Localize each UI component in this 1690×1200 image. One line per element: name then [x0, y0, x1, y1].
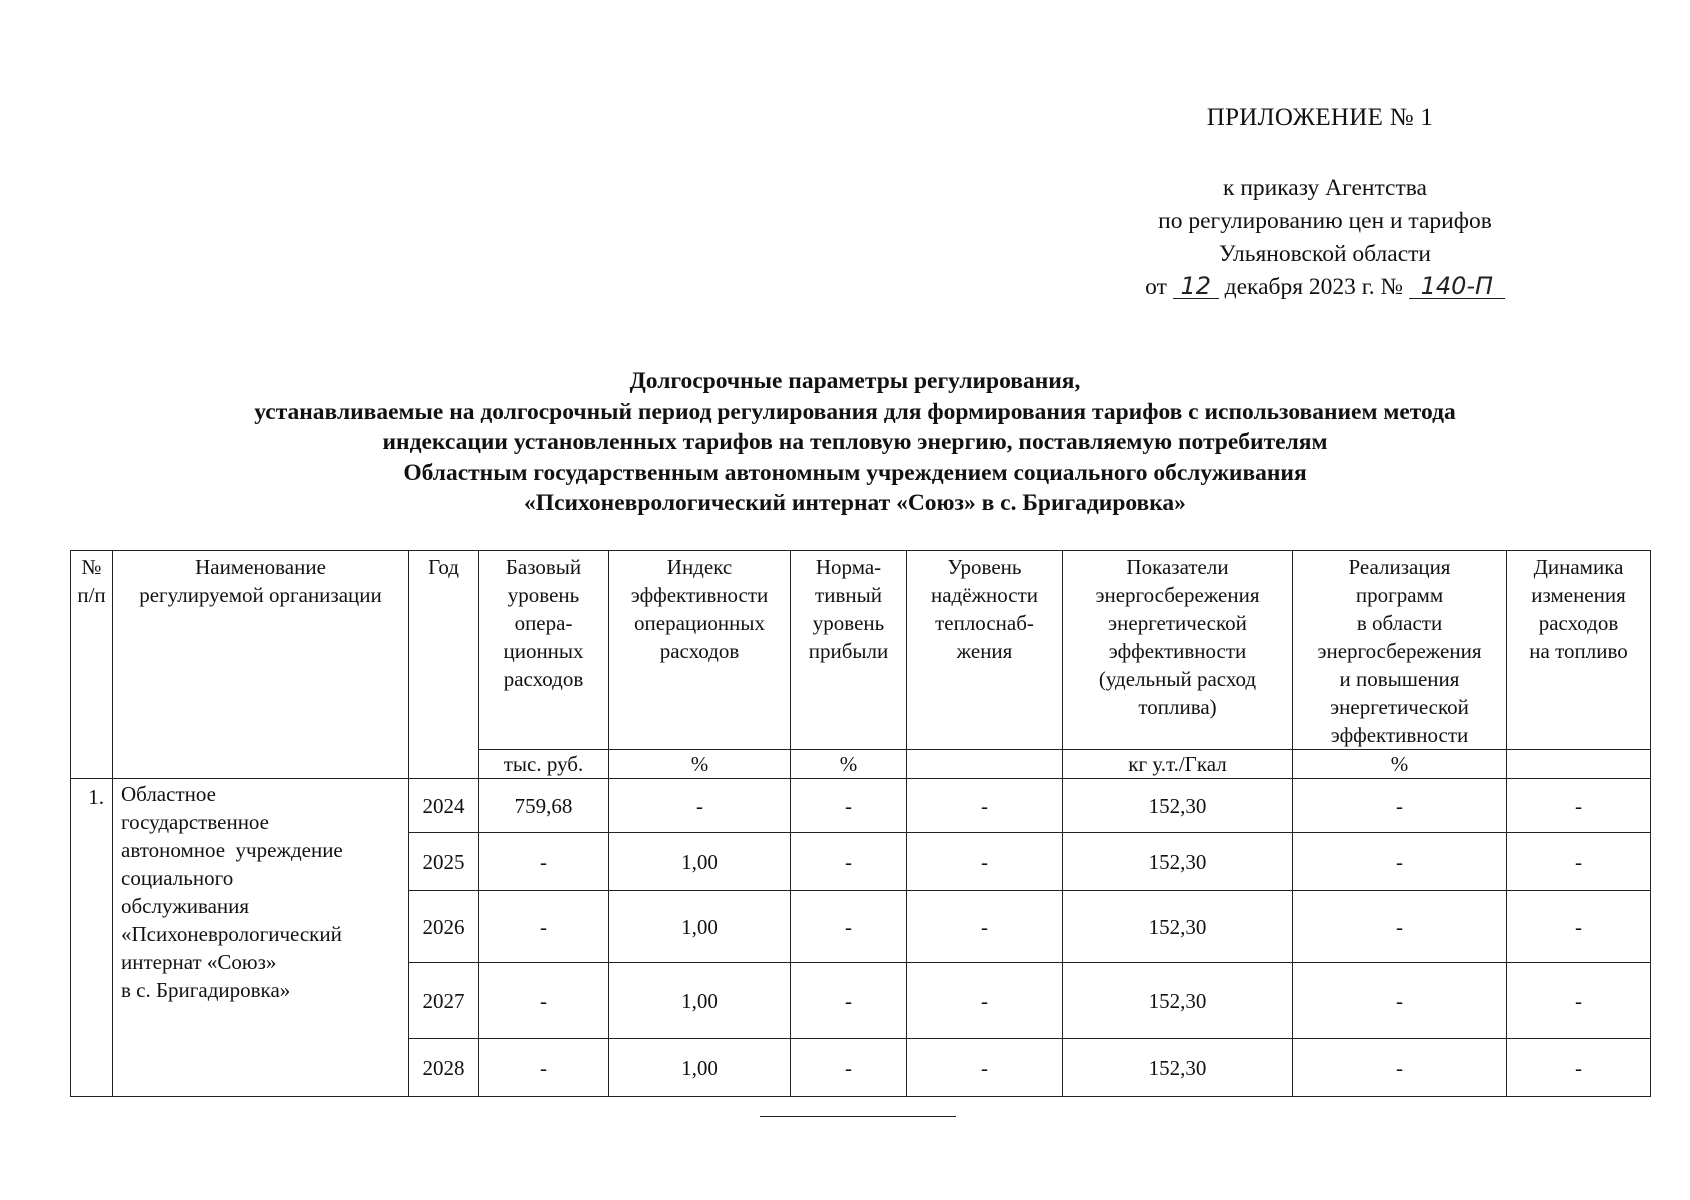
header-profit-level: [791, 551, 907, 750]
document-title: [60, 366, 1650, 519]
profit-level-cell: -: [791, 779, 907, 833]
order-date-line: [1100, 271, 1550, 304]
reliability-cell: -: [907, 1039, 1063, 1097]
text-line: энергетической: [1330, 695, 1469, 719]
row-number: 1.: [71, 779, 113, 1097]
date-month-year: декабря 2023 г. №: [1224, 274, 1403, 300]
regulation-parameters-table: [70, 550, 1651, 1097]
text-line: энергетической: [1108, 611, 1247, 635]
text-line: ционных: [503, 639, 584, 663]
text-line: на топливо: [1529, 639, 1628, 663]
text-line: государственное: [121, 810, 270, 834]
programs-cell: -: [1293, 891, 1507, 963]
text-line: №: [81, 555, 102, 579]
table-row: [71, 779, 1651, 833]
text-line: Базовый: [505, 555, 582, 579]
text-line: изменения: [1531, 583, 1626, 607]
reliability-cell: -: [907, 963, 1063, 1039]
text-line: энергосбережения: [1095, 583, 1260, 607]
reliability-cell: -: [907, 891, 1063, 963]
text-line: Норма-: [815, 555, 882, 579]
base-level-cell: -: [479, 891, 609, 963]
fuel-dynamics-cell: -: [1507, 963, 1651, 1039]
energy-saving-cell: 152,30: [1063, 891, 1293, 963]
programs-cell: -: [1293, 833, 1507, 891]
text-line: Год: [428, 555, 459, 579]
text-line: в с. Бригадировка»: [121, 978, 291, 1002]
base-level-cell: 759,68: [479, 779, 609, 833]
title-line: индексации установленных тарифов на тепловую энергию, поставляемую потребителям: [382, 429, 1328, 455]
order-line: к приказу Агентства: [1223, 175, 1427, 201]
header-organization-name: [113, 551, 409, 779]
text-line: Индекс: [666, 555, 733, 579]
efficiency-index-cell: 1,00: [609, 891, 791, 963]
text-line: эффективности: [1330, 723, 1469, 747]
profit-level-cell: -: [791, 891, 907, 963]
energy-saving-cell: 152,30: [1063, 1039, 1293, 1097]
reliability-cell: -: [907, 833, 1063, 891]
order-line: Ульяновской области: [1219, 241, 1431, 267]
profit-level-cell: -: [791, 833, 907, 891]
header-programs: [1293, 551, 1507, 750]
text-line: обслуживания: [121, 894, 250, 918]
handwritten-day: 12: [1173, 274, 1219, 299]
unit-profit-level: %: [791, 750, 907, 779]
text-line: Областное: [121, 782, 216, 806]
unit-fuel-dynamics: [1507, 750, 1651, 779]
fuel-dynamics-cell: -: [1507, 891, 1651, 963]
text-line: Уровень: [947, 555, 1022, 579]
text-line: расходов: [659, 639, 740, 663]
text-line: прибыли: [808, 639, 889, 663]
text-line: автономное учреждение: [121, 838, 343, 862]
reliability-cell: -: [907, 779, 1063, 833]
unit-base-level: тыс. руб.: [479, 750, 609, 779]
closing-rule: [760, 1116, 956, 1117]
base-level-cell: -: [479, 833, 609, 891]
header-base-level: [479, 551, 609, 750]
fuel-dynamics-cell: -: [1507, 779, 1651, 833]
text-line: интернат «Союз»: [121, 950, 277, 974]
year-cell: 2024: [409, 779, 479, 833]
text-line: Реализация: [1348, 555, 1451, 579]
text-line: уровень: [507, 583, 580, 607]
text-line: жения: [956, 639, 1013, 663]
year-cell: 2027: [409, 963, 479, 1039]
text-line: уровень: [812, 611, 885, 635]
text-line: и повышения: [1339, 667, 1460, 691]
text-line: опера-: [514, 611, 573, 635]
text-line: тивный: [815, 583, 882, 607]
text-line: регулируемой организации: [139, 583, 382, 607]
profit-level-cell: -: [791, 1039, 907, 1097]
date-prefix: от: [1145, 274, 1167, 300]
base-level-cell: -: [479, 963, 609, 1039]
text-line: операционных: [634, 611, 765, 635]
organization-name: [113, 779, 409, 1097]
programs-cell: -: [1293, 963, 1507, 1039]
header-num: [71, 551, 113, 779]
unit-programs: %: [1293, 750, 1507, 779]
energy-saving-cell: 152,30: [1063, 779, 1293, 833]
text-line: Динамика: [1533, 555, 1624, 579]
year-cell: 2025: [409, 833, 479, 891]
efficiency-index-cell: 1,00: [609, 833, 791, 891]
profit-level-cell: -: [791, 963, 907, 1039]
title-line: Областным государственным автономным учреждением социального обслуживания: [403, 459, 1307, 486]
fuel-dynamics-cell: -: [1507, 833, 1651, 891]
header-reliability: [907, 551, 1063, 750]
title-line: устанавливаемые на долгосрочный период регулирования для формирования тарифов с использованием метода: [254, 398, 1456, 425]
header-efficiency-index: [609, 551, 791, 750]
text-line: теплоснаб-: [935, 611, 1034, 635]
header-energy-saving: [1063, 551, 1293, 750]
year-cell: 2026: [409, 891, 479, 963]
text-line: эффективности: [630, 583, 769, 607]
order-reference: [1100, 172, 1550, 304]
text-line: расходов: [1538, 611, 1619, 635]
title-line: «Психоневрологический интернат «Союз» в с. Бригадировка»: [524, 490, 1186, 516]
unit-reliability: [907, 750, 1063, 779]
text-line: программ: [1355, 583, 1444, 607]
programs-cell: -: [1293, 779, 1507, 833]
text-line: Показатели: [1126, 555, 1229, 579]
text-line: надёжности: [930, 583, 1039, 607]
energy-saving-cell: 152,30: [1063, 963, 1293, 1039]
text-line: (удельный расход: [1098, 667, 1257, 691]
text-line: «Психоневрологический: [121, 922, 342, 946]
text-line: социального: [121, 866, 234, 890]
unit-efficiency-index: %: [609, 750, 791, 779]
text-line: п/п: [77, 583, 106, 607]
text-line: эффективности: [1108, 639, 1247, 663]
header-year: [409, 551, 479, 779]
programs-cell: -: [1293, 1039, 1507, 1097]
efficiency-index-cell: -: [609, 779, 791, 833]
text-line: в области: [1356, 611, 1443, 635]
fuel-dynamics-cell: -: [1507, 1039, 1651, 1097]
unit-energy-saving: кг у.т./Гкал: [1063, 750, 1293, 779]
header-fuel-dynamics: [1507, 551, 1651, 750]
text-line: топлива): [1138, 695, 1217, 719]
efficiency-index-cell: 1,00: [609, 1039, 791, 1097]
energy-saving-cell: 152,30: [1063, 833, 1293, 891]
order-line: по регулированию цен и тарифов: [1158, 208, 1492, 234]
text-line: Наименование: [195, 555, 326, 579]
text-line: расходов: [503, 667, 584, 691]
efficiency-index-cell: 1,00: [609, 963, 791, 1039]
base-level-cell: -: [479, 1039, 609, 1097]
handwritten-order-number: 140-П: [1409, 274, 1505, 299]
year-cell: 2028: [409, 1039, 479, 1097]
text-line: энергосбережения: [1317, 639, 1482, 663]
title-line: Долгосрочные параметры регулирования,: [629, 368, 1081, 394]
appendix-title: ПРИЛОЖЕНИЕ № 1: [1206, 104, 1434, 131]
